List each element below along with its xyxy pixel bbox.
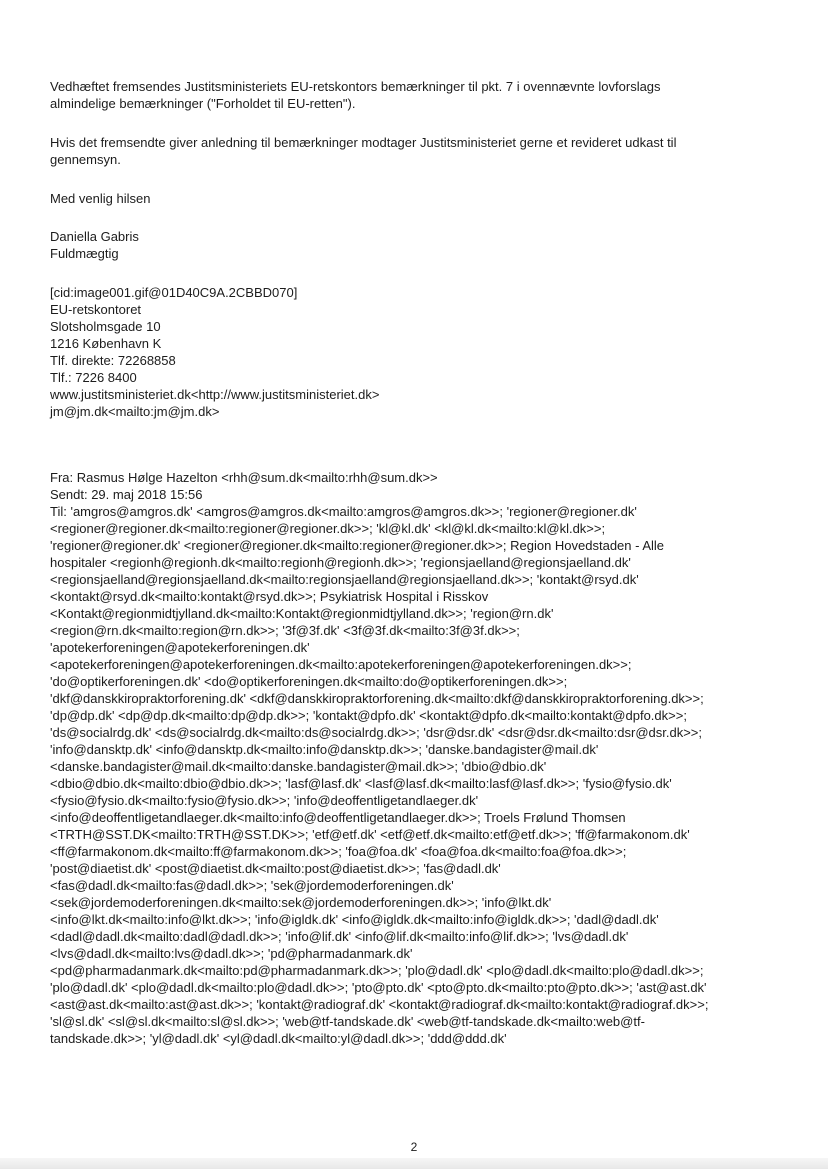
recipient-line: <ast@ast.dk<mailto:ast@ast.dk>>; 'kontakt@radiograf.dk' <kontakt@radiograf.dk<mailto:kontakt@radiograf.dk>>;: [50, 997, 709, 1012]
recipient-line: 'dkf@danskkiropraktorforening.dk' <dkf@danskkiropraktorforening.dk<mailto:dkf@danskkiropraktorforening.dk>>;: [50, 691, 704, 706]
page-number: 2: [410, 1140, 418, 1154]
forwarded-header: [50, 469, 780, 1047]
recipient-line: <kontakt@rsyd.dk<mailto:kontakt@rsyd.dk>>; Psykiatrisk Hospital i Risskov: [50, 589, 489, 604]
greeting: [50, 190, 780, 207]
signature-name: Daniella Gabris: [50, 229, 139, 244]
text-line: Hvis det fremsendte giver anledning til bemærkninger modtager Justitsministeriet gerne et revideret udkast til: [50, 135, 677, 150]
scan-edge: [0, 1158, 828, 1169]
recipient-line: <TRTH@SST.DK<mailto:TRTH@SST.DK>>; 'etf@etf.dk' <etf@etf.dk<mailto:etf@etf.dk>>; 'ff@farmakonom.dk': [50, 827, 690, 842]
recipient-line: 'post@diaetist.dk' <post@diaetist.dk<mailto:post@diaetist.dk>>; 'fas@dadl.dk': [50, 861, 501, 876]
intro-paragraph-1: [50, 78, 780, 112]
recipient-line: 'do@optikerforeningen.dk' <do@optikerforeningen.dk<mailto:do@optikerforeningen.dk>>;: [50, 674, 568, 689]
recipient-line: 'dp@dp.dk' <dp@dp.dk<mailto:dp@dp.dk>>; 'kontakt@dpfo.dk' <kontakt@dpfo.dk<mailto:kontakt@dpfo.dk>>;: [50, 708, 687, 723]
recipient-line: hospitaler <regionh@regionh.dk<mailto:regionh@regionh.dk>>; 'regionsjaelland@regionsjaelland.dk': [50, 555, 631, 570]
recipient-line: tandskade.dk>>; 'yl@dadl.dk' <yl@dadl.dk<mailto:yl@dadl.dk>>; 'ddd@ddd.dk': [50, 1031, 507, 1046]
recipient-line: <pd@pharmadanmark.dk<mailto:pd@pharmadanmark.dk>>; 'plo@dadl.dk' <plo@dadl.dk<mailto:plo@dadl.dk>>;: [50, 963, 704, 978]
recipient-line: 'info@dansktp.dk' <info@dansktp.dk<mailto:info@dansktp.dk>>; 'danske.bandagister@mail.dk': [50, 742, 599, 757]
text-line: almindelige bemærkninger ("Forholdet til EU-retten").: [50, 96, 356, 111]
recipient-line: <lvs@dadl.dk<mailto:lvs@dadl.dk>>; 'pd@pharmadanmark.dk': [50, 946, 413, 961]
signature-street: Slotsholmsgade 10: [50, 319, 161, 334]
recipient-line: 'apotekerforeningen@apotekerforeningen.dk': [50, 640, 310, 655]
text-line: gennemsyn.: [50, 152, 121, 167]
signature-phone: Tlf.: 7226 8400: [50, 370, 137, 385]
recipient-line: <danske.bandagister@mail.dk<mailto:danske.bandagister@mail.dk>>; 'dbio@dbio.dk': [50, 759, 547, 774]
greeting-text: Med venlig hilsen: [50, 191, 151, 206]
recipient-line: 'sl@sl.dk' <sl@sl.dk<mailto:sl@sl.dk>>; 'web@tf-tandskade.dk' <web@tf-tandskade.dk<mailto:web@tf-: [50, 1014, 645, 1029]
forwarded-from: Fra: Rasmus Hølge Hazelton <rhh@sum.dk<mailto:rhh@sum.dk>>: [50, 470, 438, 485]
recipient-line: <fysio@fysio.dk<mailto:fysio@fysio.dk>>; 'info@deoffentligetandlaeger.dk': [50, 793, 479, 808]
signature-office: EU-retskontoret: [50, 302, 142, 317]
signature-name-block: [50, 228, 780, 262]
signature-phone-direct: Tlf. direkte: 72268858: [50, 353, 176, 368]
signature-web-link[interactable]: www.justitsministeriet.dk<http://www.justitsministeriet.dk>: [50, 387, 380, 402]
recipient-line: <regionsjaelland@regionsjaelland.dk<mailto:regionsjaelland@regionsjaelland.dk>>; 'kontakt@rsyd.dk': [50, 572, 639, 587]
signature-image-ref: [cid:image001.gif@01D40C9A.2CBBD070]: [50, 285, 298, 300]
recipient-line: Til: 'amgros@amgros.dk' <amgros@amgros.dk<mailto:amgros@amgros.dk>>; 'regioner@regioner.dk': [50, 504, 637, 519]
signature-contact-block: [50, 284, 780, 420]
forwarded-recipients: [50, 503, 780, 1047]
recipient-line: <ff@farmakonom.dk<mailto:ff@farmakonom.dk>>; 'foa@foa.dk' <foa@foa.dk<mailto:foa@foa.dk>>;: [50, 844, 627, 859]
signature-email-link[interactable]: jm@jm.dk<mailto:jm@jm.dk>: [50, 404, 220, 419]
recipient-line: <dbio@dbio.dk<mailto:dbio@dbio.dk>>; 'lasf@lasf.dk' <lasf@lasf.dk<mailto:lasf@lasf.dk>>; 'fysio@fysio.dk': [50, 776, 672, 791]
intro-paragraph-2: [50, 134, 780, 168]
recipient-line: <regioner@regioner.dk<mailto:regioner@regioner.dk>>; 'kl@kl.dk' <kl@kl.dk<mailto:kl@kl.dk>>;: [50, 521, 606, 536]
recipient-line: <region@rn.dk<mailto:region@rn.dk>>; '3f@3f.dk' <3f@3f.dk<mailto:3f@3f.dk>>;: [50, 623, 520, 638]
recipient-line: <dadl@dadl.dk<mailto:dadl@dadl.dk>>; 'info@lif.dk' <info@lif.dk<mailto:info@lif.dk>>; 'lvs@dadl.dk': [50, 929, 629, 944]
recipient-line: <info@deoffentligetandlaeger.dk<mailto:info@deoffentligetandlaeger.dk>>; Troels Frølund Thomsen: [50, 810, 626, 825]
recipient-line: 'regioner@regioner.dk' <regioner@regioner.dk<mailto:regioner@regioner.dk>>; Region Hovedstaden - Alle: [50, 538, 665, 553]
recipient-line: <Kontakt@regionmidtjylland.dk<mailto:Kontakt@regionmidtjylland.dk>>; 'region@rn.dk': [50, 606, 554, 621]
forwarded-sent: Sendt: 29. maj 2018 15:56: [50, 487, 203, 502]
recipient-line: <apotekerforeningen@apotekerforeningen.dk<mailto:apotekerforeningen@apotekerforeningen.dk>>;: [50, 657, 632, 672]
recipient-line: 'ds@socialrdg.dk' <ds@socialrdg.dk<mailto:ds@socialrdg.dk>>; 'dsr@dsr.dk' <dsr@dsr.dk<mailto:dsr@dsr.dk>>;: [50, 725, 702, 740]
text-line: Vedhæftet fremsendes Justitsministeriets EU-retskontors bemærkninger til pkt. 7 i ovennævnte lovforslags: [50, 79, 661, 94]
recipient-line: <info@lkt.dk<mailto:info@lkt.dk>>; 'info@igldk.dk' <info@igldk.dk<mailto:info@igldk.dk>>; 'dadl@dadl.dk': [50, 912, 659, 927]
signature-title: Fuldmægtig: [50, 246, 119, 261]
recipient-line: <sek@jordemoderforeningen.dk<mailto:sek@jordemoderforeningen.dk>>; 'info@lkt.dk': [50, 895, 552, 910]
signature-city: 1216 København K: [50, 336, 162, 351]
recipient-line: 'plo@dadl.dk' <plo@dadl.dk<mailto:plo@dadl.dk>>; 'pto@pto.dk' <pto@pto.dk<mailto:pto@pto.dk>>; 'ast@ast.dk': [50, 980, 707, 995]
recipient-line: <fas@dadl.dk<mailto:fas@dadl.dk>>; 'sek@jordemoderforeningen.dk': [50, 878, 454, 893]
